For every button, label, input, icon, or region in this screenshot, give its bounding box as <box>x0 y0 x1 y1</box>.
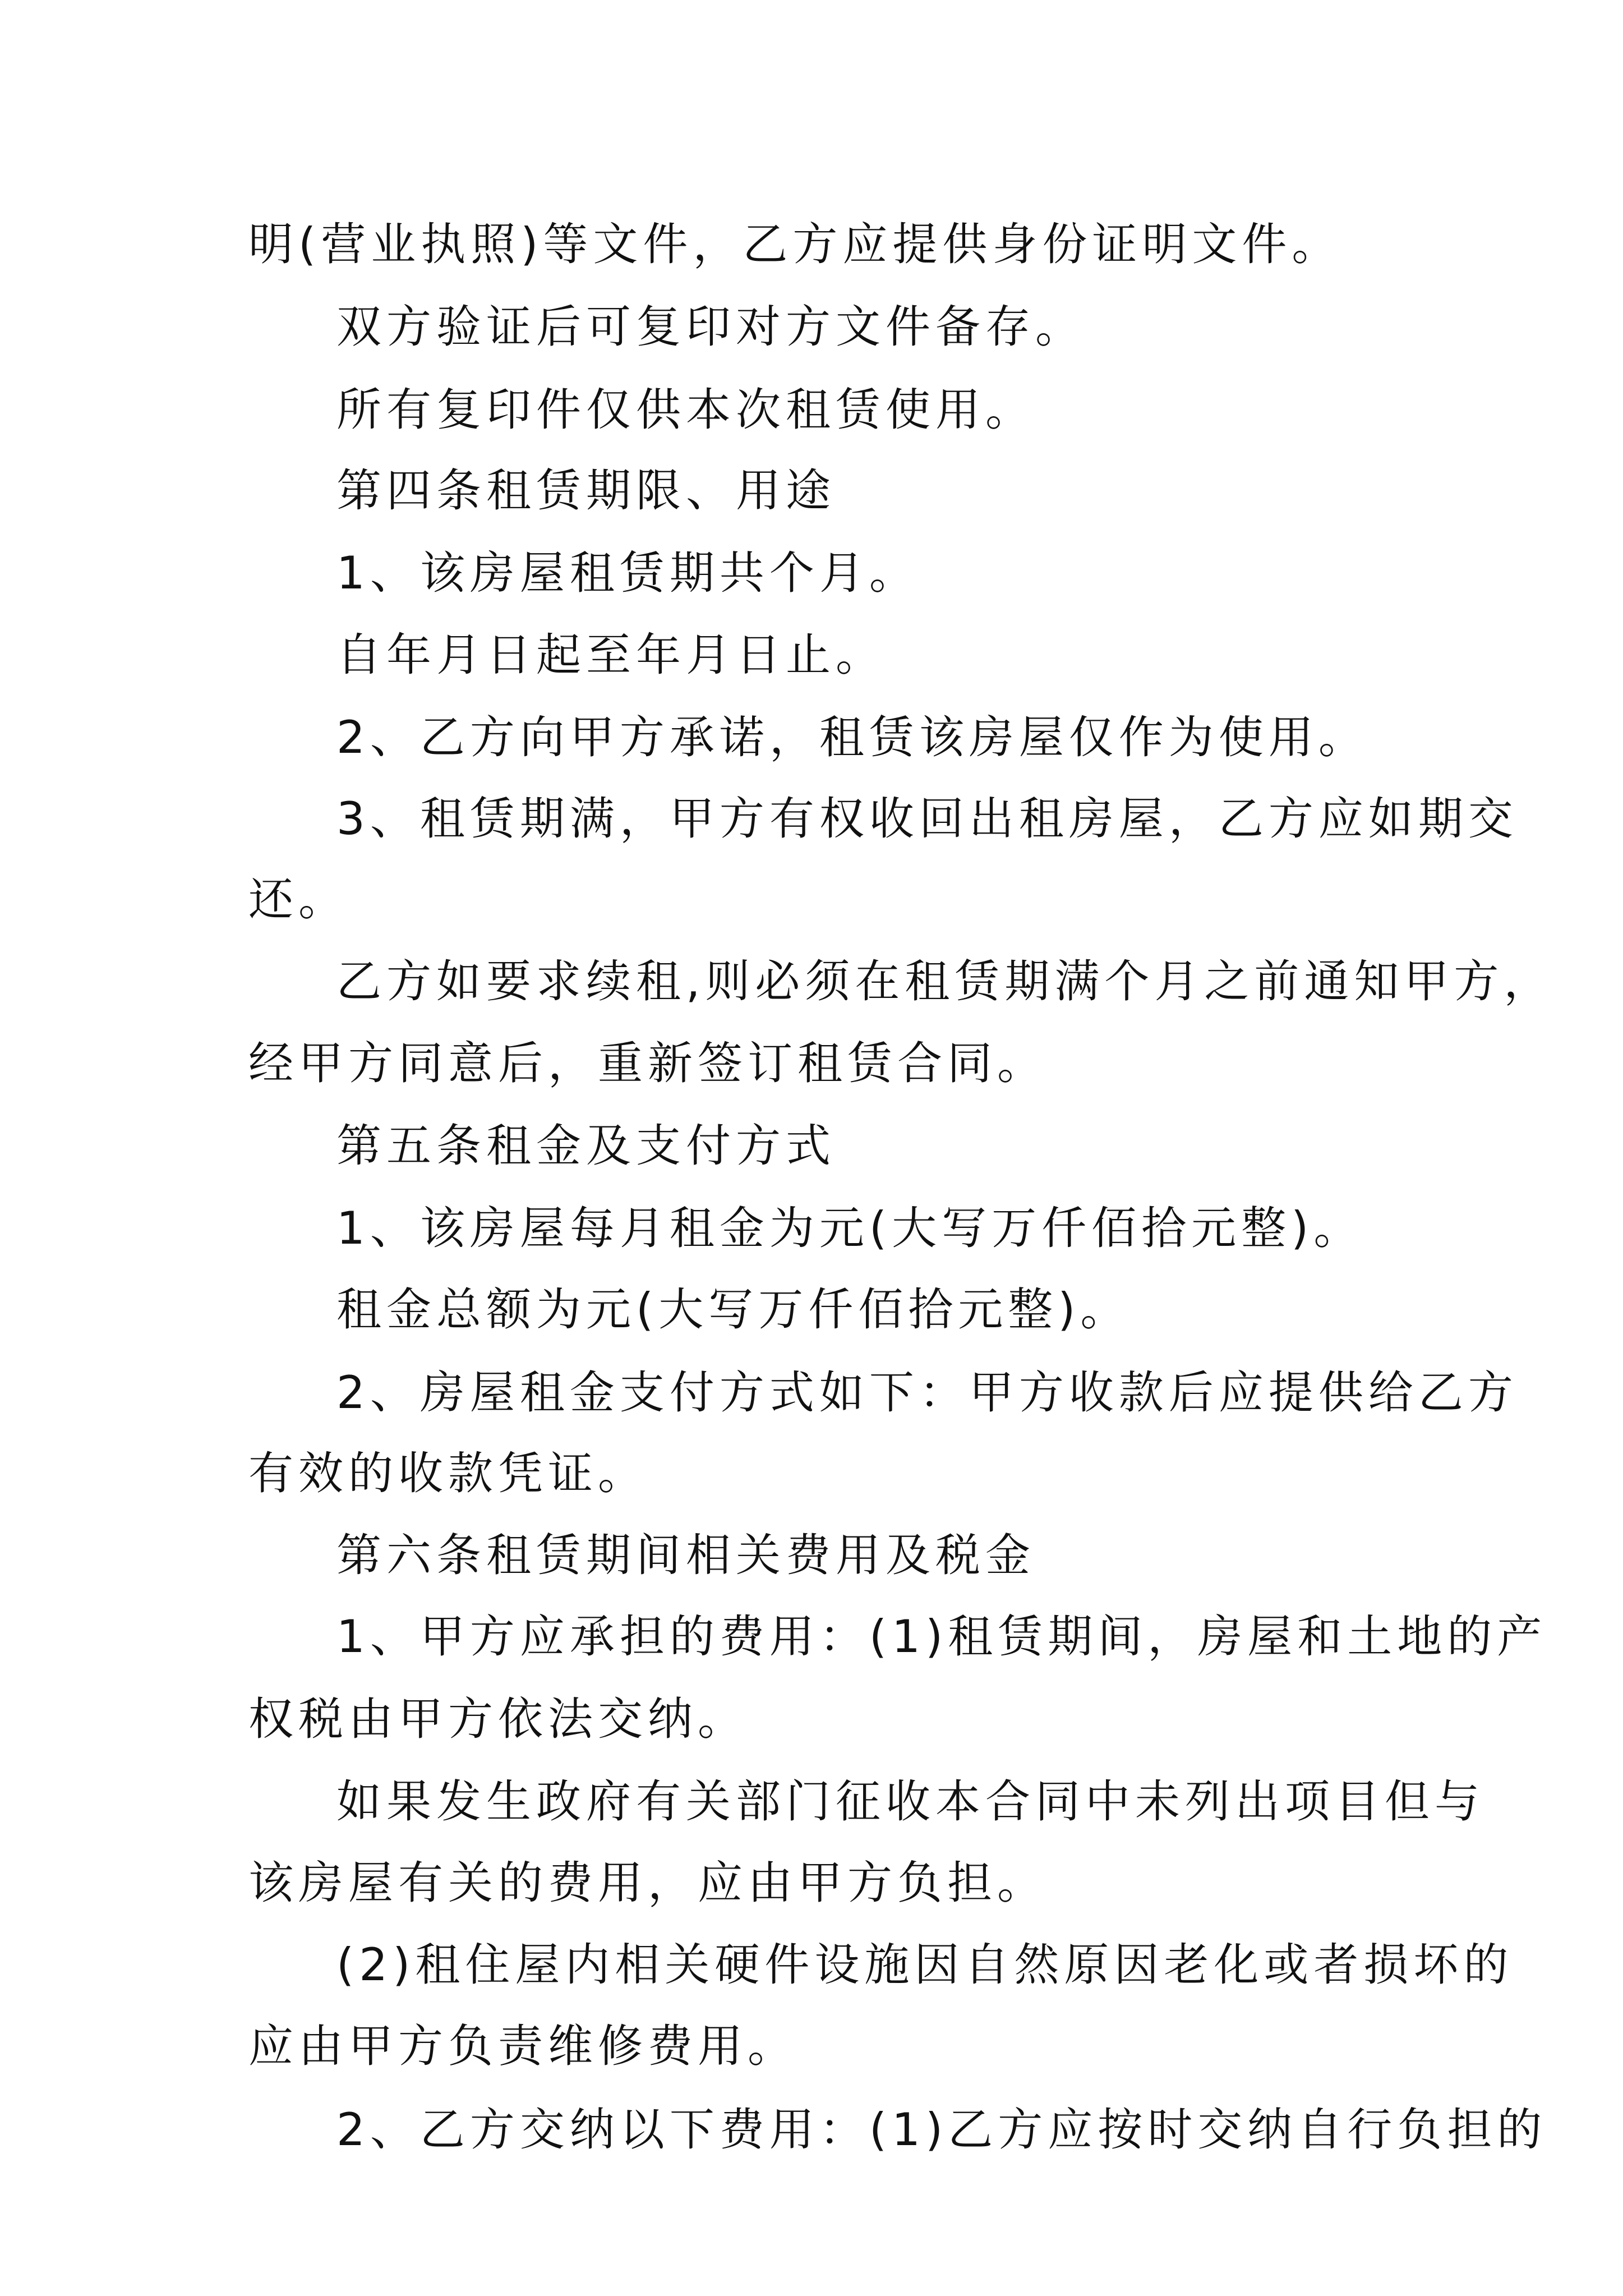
text-line: 乙方如要求续租,则必须在租赁期满个月之前通知甲方， <box>336 955 1554 1007</box>
text-line: 自年月日起至年月日止。 <box>336 629 886 681</box>
text-line: 2、房屋租金支付方式如下：甲方收款后应提供给乙方 <box>336 1366 1518 1419</box>
text-line: 1、甲方应承担的费用：(1)租赁期间，房屋和土地的产 <box>336 1611 1547 1663</box>
text-line: 如果发生政府有关部门征收本合同中未列出项目但与 <box>336 1775 1484 1828</box>
text-line: 2、乙方向甲方承诺，租赁该房屋仅作为使用。 <box>336 711 1368 763</box>
section-heading: 第四条租赁期限、用途 <box>336 464 836 517</box>
section-heading: 第六条租赁期间相关费用及税金 <box>336 1529 1035 1581</box>
text-line: 该房屋有关的费用，应由甲方负担。 <box>248 1857 1047 1909</box>
text-line: 租金总额为元(大写万仟佰拾元整)。 <box>336 1283 1131 1336</box>
text-line: 所有复印件仅供本次租赁使用。 <box>336 384 1035 436</box>
text-line: (2)租住屋内相关硬件设施因自然原因老化或者损坏的 <box>336 1939 1514 1991</box>
section-heading: 第五条租金及支付方式 <box>336 1120 836 1172</box>
text-line: 1、该房屋每月租金为元(大写万仟佰拾元整)。 <box>336 1202 1364 1254</box>
text-line: 有效的收款凭证。 <box>248 1447 648 1499</box>
text-line: 还。 <box>248 873 348 926</box>
text-line: 权税由甲方依法交纳。 <box>248 1693 748 1745</box>
text-line: 1、该房屋租赁期共个月。 <box>336 547 919 599</box>
text-line: 2、乙方交纳以下费用：(1)乙方应按时交纳自行负担的 <box>336 2104 1547 2156</box>
text-line: 明(营业执照)等文件，乙方应提供身份证明文件。 <box>248 218 1342 270</box>
text-line: 双方验证后可复印对方文件备存。 <box>336 301 1085 353</box>
text-line: 应由甲方负责维修费用。 <box>248 2020 797 2072</box>
text-line: 经甲方同意后，重新签订租赁合同。 <box>248 1037 1047 1089</box>
text-line: 3、租赁期满，甲方有权收回出租房屋，乙方应如期交 <box>336 793 1518 845</box>
